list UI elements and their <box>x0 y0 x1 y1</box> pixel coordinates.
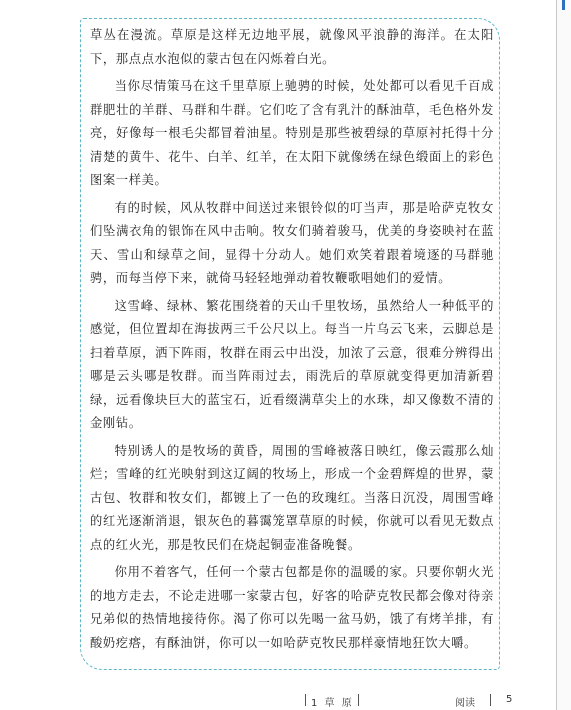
vertical-scrollbar[interactable] <box>556 0 571 710</box>
paragraph: 有的时候，风从牧群中间送过来银铃似的叮当声，那是哈萨克牧女们坠满衣角的银饰在风中击响。牧女们骑着骏马，优美的身姿映衬在蓝天、雪山和绿草之间，显得十分动人。她们欢笑着跟着境逐的马群驰骋，而每当停下来，就倚马轻轻地弹动着牧鞭歌唱她们的爱情。 <box>90 200 494 285</box>
page-footer <box>0 694 557 710</box>
footer-divider <box>358 694 359 706</box>
paragraph: 你用不着客气，任何一个蒙古包都是你的温暖的家。只要你朝火光的地方走去，不论走进哪一家蒙古包，好客的哈萨克牧民都会像对待亲兄弟似的热情地接待你。渴了你可以先喝一盆马奶，饿了有烤羊排，有酸奶疙瘩，有酥油饼，你可以一如哈萨克牧民那样豪情地狂饮大嚼。 <box>90 565 494 650</box>
scrollbar-thumb[interactable] <box>562 0 565 10</box>
paragraph: 草丛在漫流。草原是这样无边地平展，就像风平浪静的海洋。在太阳下，那点点水泡似的蒙古包在闪烁着白光。 <box>90 28 494 66</box>
paragraph: 特别诱人的是牧场的黄昏，周围的雪峰被落日映红，像云霞那么灿烂；雪峰的红光映射到这辽阔的牧场上，形成一个金碧辉煌的世界，蒙古包、牧群和牧女们，都镀上了一色的玫瑰红。当落日沉没，周围雪峰的红光逐渐消退，银灰色的暮霭笼罩草原的时候，你就可以看见无数点点的红火光，那是牧民们在烧起铜壶准备晚餐。 <box>90 443 494 552</box>
footer-divider <box>305 694 306 706</box>
footer-divider <box>490 694 491 706</box>
paragraph: 这雪峰、绿林、繁花围绕着的天山千里牧场，虽然给人一种低平的感觉，但位置却在海拔两三千公尺以上。每当一片乌云飞来，云脚总是扫着草原，洒下阵雨，牧群在雨云中出没，加浓了云意，很难分辨得出哪是云头哪是牧群。而当阵雨过去，雨洗后的草原就变得更加清新碧绿，远看像块巨大的蓝宝石，近看缀满草尖上的水珠，却又像数不清的金刚钻。 <box>90 298 494 430</box>
footer-page-label: 阅读 <box>455 698 475 709</box>
footer-page-number: 5 <box>506 694 513 705</box>
article-body <box>90 24 494 655</box>
footer-section-label: 1 草 原 <box>311 698 354 709</box>
paragraph: 当你尽情策马在这千里草原上驰骋的时候，处处都可以看见千百成群肥壮的羊群、马群和牛群。它们吃了含有乳汁的酥油草，毛色格外发亮，好像每一根毛尖都冒着油星。特别是那些被碧绿的草原衬托得十分清楚的黄牛、花牛、白羊、红羊，在太阳下就像绣在绿色缎面上的彩色图案一样美。 <box>90 79 494 187</box>
